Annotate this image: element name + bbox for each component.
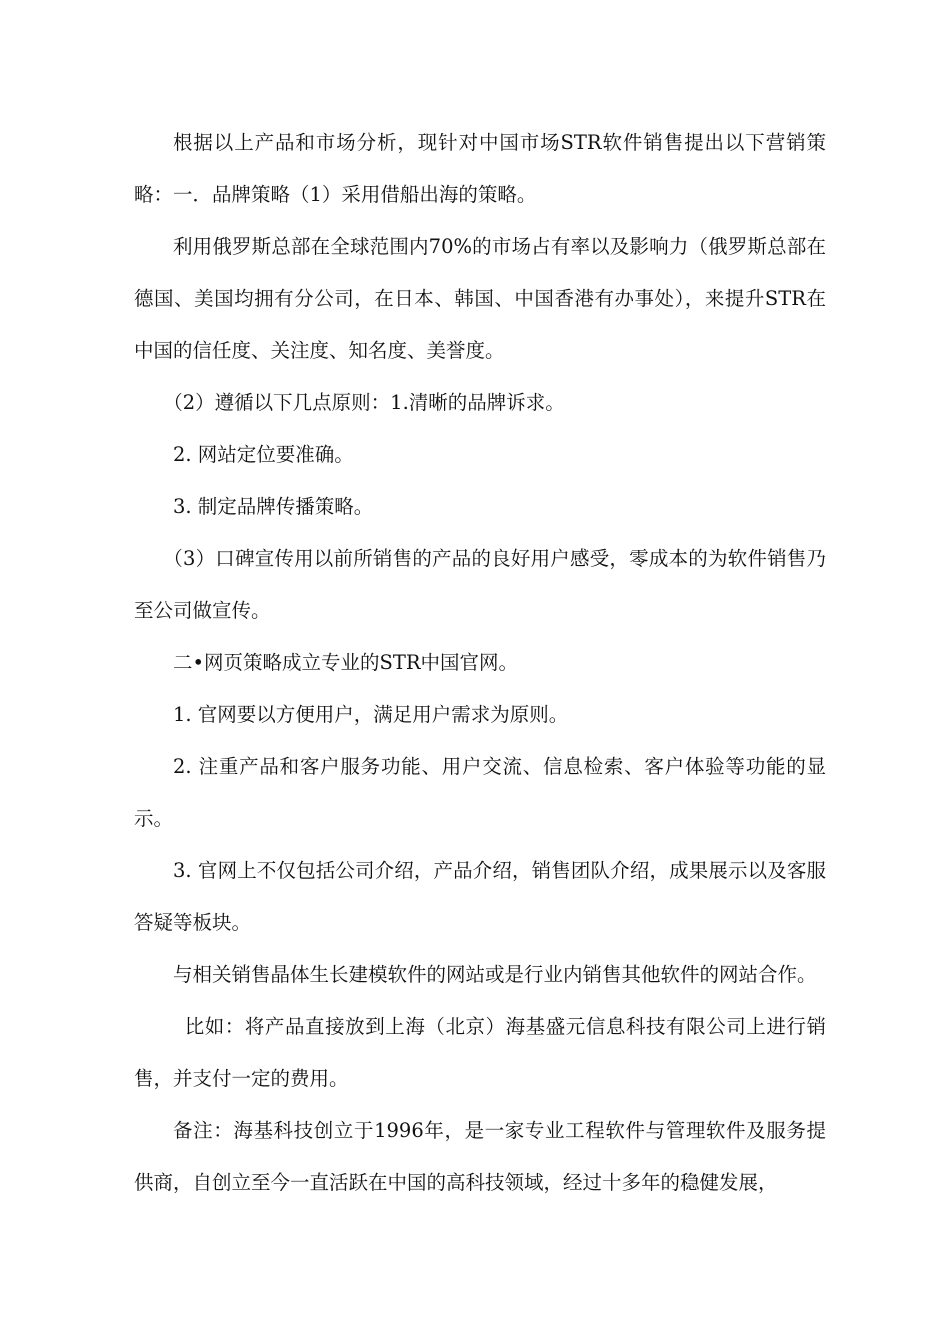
paragraph-web-strategy: 二•网页策略成立专业的STR中国官网。 [173, 651, 519, 674]
paragraph-russia-hq: 利用俄罗斯总部在全球范围内70%的市场占有率以及影响力（俄罗斯总部在德国、美国均拥有分公司，在日本、韩国、中国香港有办事处），来提升STR在中国的信任度、关注度、知名度、美誉度。 [134, 235, 826, 362]
paragraph-principles: （2）遵循以下几点原则：1.清晰的品牌诉求。 [163, 391, 565, 414]
paragraph-marketing-intro: 根据以上产品和市场分析，现针对中国市场STR软件销售提出以下营销策略：一．品牌策略（1）采用借船出海的策略。 [134, 131, 826, 206]
paragraph-brand-communication: 3. 制定品牌传播策略。 [173, 495, 374, 518]
paragraph-word-of-mouth: （3）口碑宣传用以前所销售的产品的良好用户感受，零成本的为软件销售乃至公司做宣传。 [134, 547, 826, 622]
paragraph-site-convenience: 1. 官网要以方便用户，满足用户需求为原则。 [173, 703, 569, 726]
paragraph-site-positioning: 2. 网站定位要准确。 [173, 443, 354, 466]
paragraph-cooperation: 与相关销售晶体生长建模软件的网站或是行业内销售其他软件的网站合作。 [173, 963, 817, 986]
paragraph-note: 备注：海基科技创立于1996年，是一家专业工程软件与管理软件及服务提供商，自创立至今一直活跃在中国的高科技领域，经过十多年的稳健发展， [134, 1119, 826, 1194]
paragraph-site-sections: 3. 官网上不仅包括公司介绍，产品介绍，销售团队介绍，成果展示以及客服答疑等板块。 [134, 859, 826, 934]
paragraph-example: 比如：将产品直接放到上海（北京）海基盛元信息科技有限公司上进行销售，并支付一定的费用。 [134, 1015, 826, 1090]
paragraph-service-features: 2. 注重产品和客户服务功能、用户交流、信息检索、客户体验等功能的显示。 [134, 755, 826, 830]
document-body [134, 117, 826, 1209]
